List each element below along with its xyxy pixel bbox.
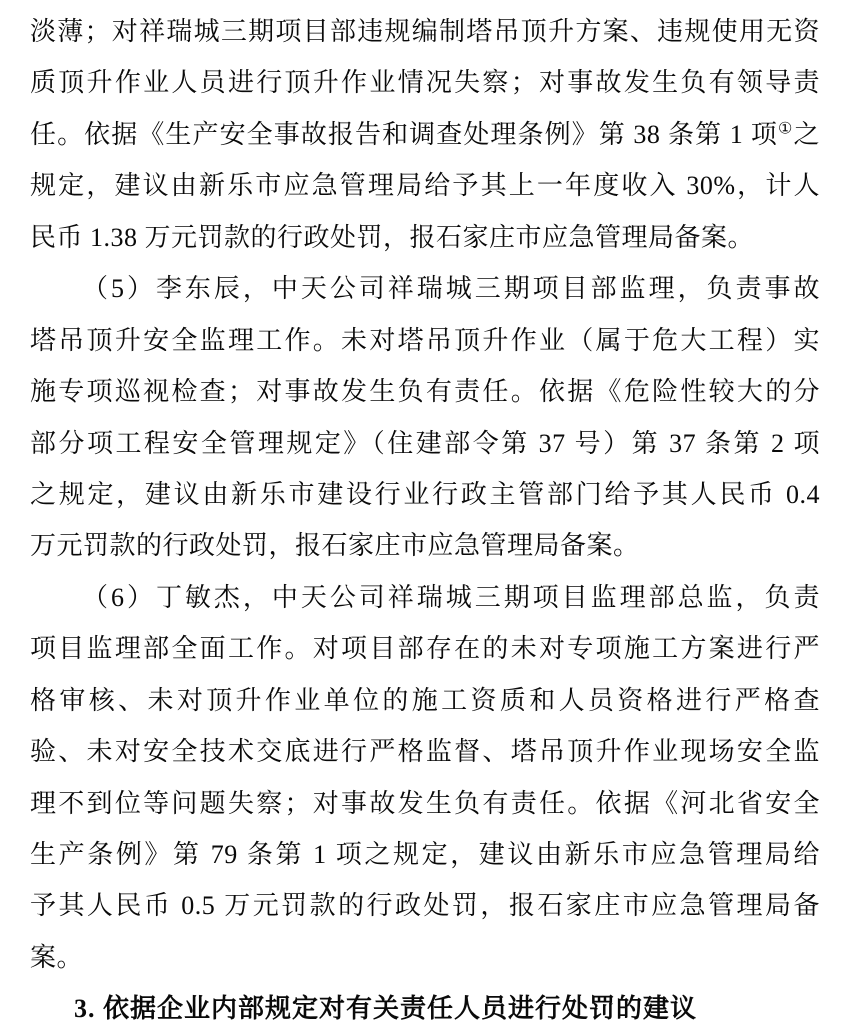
text-line: 项目监理部全面工作。对项目部存在的未对专项施工方案进行严 [30, 634, 820, 664]
text-line: 质顶升作业人员进行顶升作业情况失察；对事故发生负有领导责 [30, 68, 820, 98]
text-line: 案。 [30, 942, 84, 972]
text-line: 予其人民币 0.5 万元罚款的行政处罚，报石家庄市应急管理局备 [30, 891, 820, 921]
text-line: 民币 1.38 万元罚款的行政处罚，报石家庄市应急管理局备案。 [30, 222, 755, 252]
text-line: 生产条例》第 79 条第 1 项之规定，建议由新乐市应急管理局给 [30, 840, 820, 869]
text-line: 理不到位等问题失察；对事故发生负有责任。依据《河北省安全 [30, 788, 820, 818]
text-line: 塔吊顶升安全监理工作。未对塔吊顶升作业（属于危大工程）实 [30, 325, 820, 355]
text-line: 之规定，建议由新乐市建设行业行政主管部门给予其人民币 0.4 [30, 479, 820, 509]
text-line: （5）李东辰，中天公司祥瑞城三期项目部监理，负责事故 [82, 274, 820, 304]
footnote-ref-icon: ① [777, 120, 794, 138]
text-line: 验、未对安全技术交底进行严格监督、塔吊顶升作业现场安全监 [30, 737, 820, 767]
text-line: 万元罚款的行政处罚，报石家庄市应急管理局备案。 [30, 531, 640, 561]
text-line: 部分项工程安全管理规定》（住建部令第 37 号）第 37 条第 2 项 [30, 428, 820, 458]
text-line: 格审核、未对顶升作业单位的施工资质和人员资格进行严格查 [30, 685, 820, 715]
text-line: 规定，建议由新乐市应急管理局给予其上一年度收入 30%，计人 [30, 171, 820, 201]
text-line: 施专项巡视检查；对事故发生负有责任。依据《危险性较大的分 [30, 377, 820, 407]
document-body [30, 0, 820, 1035]
section-heading: 3. 依据企业内部规定对有关责任人员进行处罚的建议 [74, 994, 698, 1024]
text-line: （6）丁敏杰，中天公司祥瑞城三期项目监理部总监，负责 [82, 582, 820, 612]
text-line: 任。依据《生产安全事故报告和调查处理条例》第 38 条第 1 项①之 [30, 119, 820, 149]
text-line: 淡薄；对祥瑞城三期项目部违规编制塔吊顶升方案、违规使用无资 [30, 17, 820, 46]
